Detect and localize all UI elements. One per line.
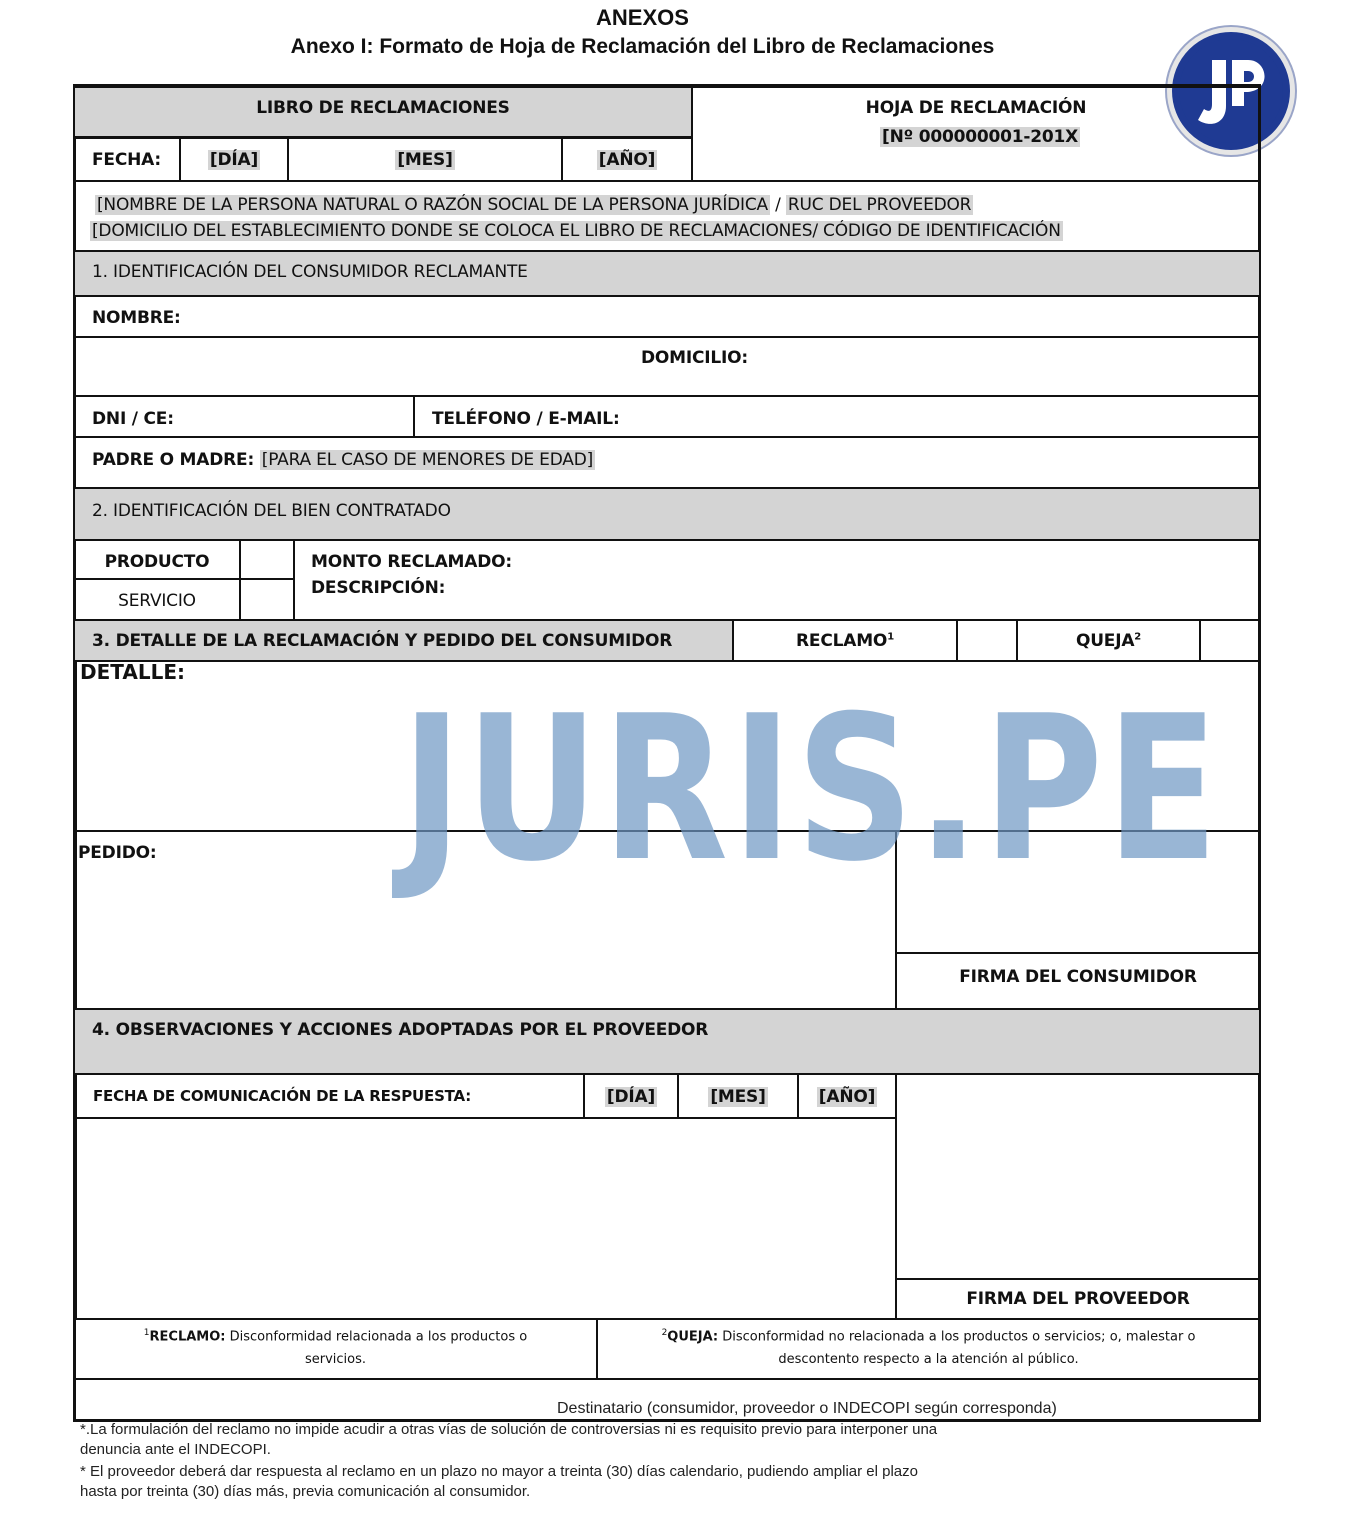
hoja-numero: [Nº 000000001-201X: [882, 127, 1079, 147]
anio-field: [AÑO]: [598, 150, 656, 170]
telefono-label: TELÉFONO / E-MAIL:: [432, 409, 620, 429]
nota-queja: $^2$QUEJA: Disconformidad no relacionada a los productos o servicios; o, malestar o: [661, 1328, 1196, 1345]
nota-reclamo: $^1$RECLAMO: Disconformidad relacionada a los productos o: [143, 1328, 528, 1345]
nombre-row[interactable]: [73, 295, 1261, 338]
domicilio-label: DOMICILIO:: [640, 348, 748, 368]
section-4-title: 4. OBSERVACIONES Y ACCIONES ADOPTADAS POR EL PROVEEDOR: [92, 1020, 709, 1040]
firma-proveedor-label: FIRMA DEL PROVEEDOR: [966, 1289, 1190, 1309]
detalle-label: DETALLE:: [80, 660, 185, 684]
monto-label: MONTO RECLAMADO:: [311, 552, 512, 572]
reclamo-checkbox[interactable]: [956, 619, 1018, 662]
section-2-title: 2. IDENTIFICACIÓN DEL BIEN CONTRATADO: [92, 501, 451, 521]
footnote-1: *.La formulación del reclamo no impide acudir a otras vías de solución de controversias ni es requisito previo para interponer una: [80, 1421, 938, 1438]
respuesta-dia: [DÍA]: [606, 1087, 656, 1107]
descripcion-label: DESCRIPCIÓN:: [311, 578, 446, 598]
padre-label: PADRE O MADRE: [PARA EL CASO DE MENORES DE EDAD]: [92, 450, 594, 470]
firma-consumidor-label: FIRMA DEL CONSUMIDOR: [959, 967, 1197, 987]
respuesta-anio: [AÑO]: [818, 1087, 876, 1107]
juris-watermark: JURIS.PE: [401, 673, 1222, 906]
nota-queja-cont: descontento respecto a la atención al público.: [778, 1352, 1079, 1367]
section-3-title: 3. DETALLE DE LA RECLAMACIÓN Y PEDIDO DEL CONSUMIDOR: [92, 631, 673, 651]
respuesta-mes: [MES]: [710, 1087, 766, 1107]
section-1-title: 1. IDENTIFICACIÓN DEL CONSUMIDOR RECLAMANTE: [92, 262, 528, 282]
proveedor-line-2: [DOMICILIO DEL ESTABLECIMIENTO DONDE SE COLOCA EL LIBRO DE RECLAMACIONES/ CÓDIGO DE IDENTIFICACIÓN: [92, 221, 1061, 241]
destinatario-text: Destinatario (consumidor, proveedor o INDECOPI según corresponda): [557, 1400, 1057, 1417]
reclamo-label: RECLAMO$^1$: [796, 631, 894, 651]
footnote-2: * El proveedor deberá dar respuesta al reclamo en un plazo no mayor a treinta (30) días calendario, pudiendo ampliar el plazo: [80, 1463, 918, 1480]
mes-field: [MES]: [397, 150, 453, 170]
dia-field: [DÍA]: [209, 150, 259, 170]
dni-label: DNI / CE:: [92, 409, 174, 429]
observaciones-area[interactable]: [75, 1117, 897, 1320]
libro-label: LIBRO DE RECLAMACIONES: [256, 98, 510, 118]
queja-checkbox[interactable]: [1199, 619, 1261, 662]
document-title: ANEXOS: [596, 5, 689, 30]
hoja-label: HOJA DE RECLAMACIÓN: [865, 98, 1087, 118]
footnote-2-cont: hasta por treinta (30) días más, previa comunicación al consumidor.: [80, 1483, 531, 1500]
fecha-respuesta-label: FECHA DE COMUNICACIÓN DE LA RESPUESTA:: [93, 1087, 472, 1105]
producto-checkbox[interactable]: [239, 539, 295, 580]
producto-label: PRODUCTO: [104, 552, 210, 572]
servicio-label: SERVICIO: [118, 591, 196, 611]
footnote-1-cont: denuncia ante el INDECOPI.: [80, 1441, 271, 1458]
firma-proveedor-space[interactable]: [895, 1073, 1261, 1280]
nombre-label: NOMBRE:: [92, 308, 181, 328]
nota-reclamo-cont: servicios.: [304, 1352, 367, 1367]
proveedor-cell: [73, 180, 1261, 252]
queja-label: QUEJA$^2$: [1075, 631, 1142, 651]
proveedor-line-1: [NOMBRE DE LA PERSONA NATURAL O RAZÓN SOCIAL DE LA PERSONA JURÍDICA / RUC DEL PROVEEDOR: [97, 195, 972, 215]
section-4-header: [73, 1008, 1261, 1075]
servicio-checkbox[interactable]: [239, 578, 295, 621]
fecha-label: FECHA:: [92, 150, 161, 170]
pedido-label: PEDIDO:: [78, 843, 157, 863]
document-subtitle: Anexo I: Formato de Hoja de Reclamación del Libro de Reclamaciones: [290, 35, 995, 58]
